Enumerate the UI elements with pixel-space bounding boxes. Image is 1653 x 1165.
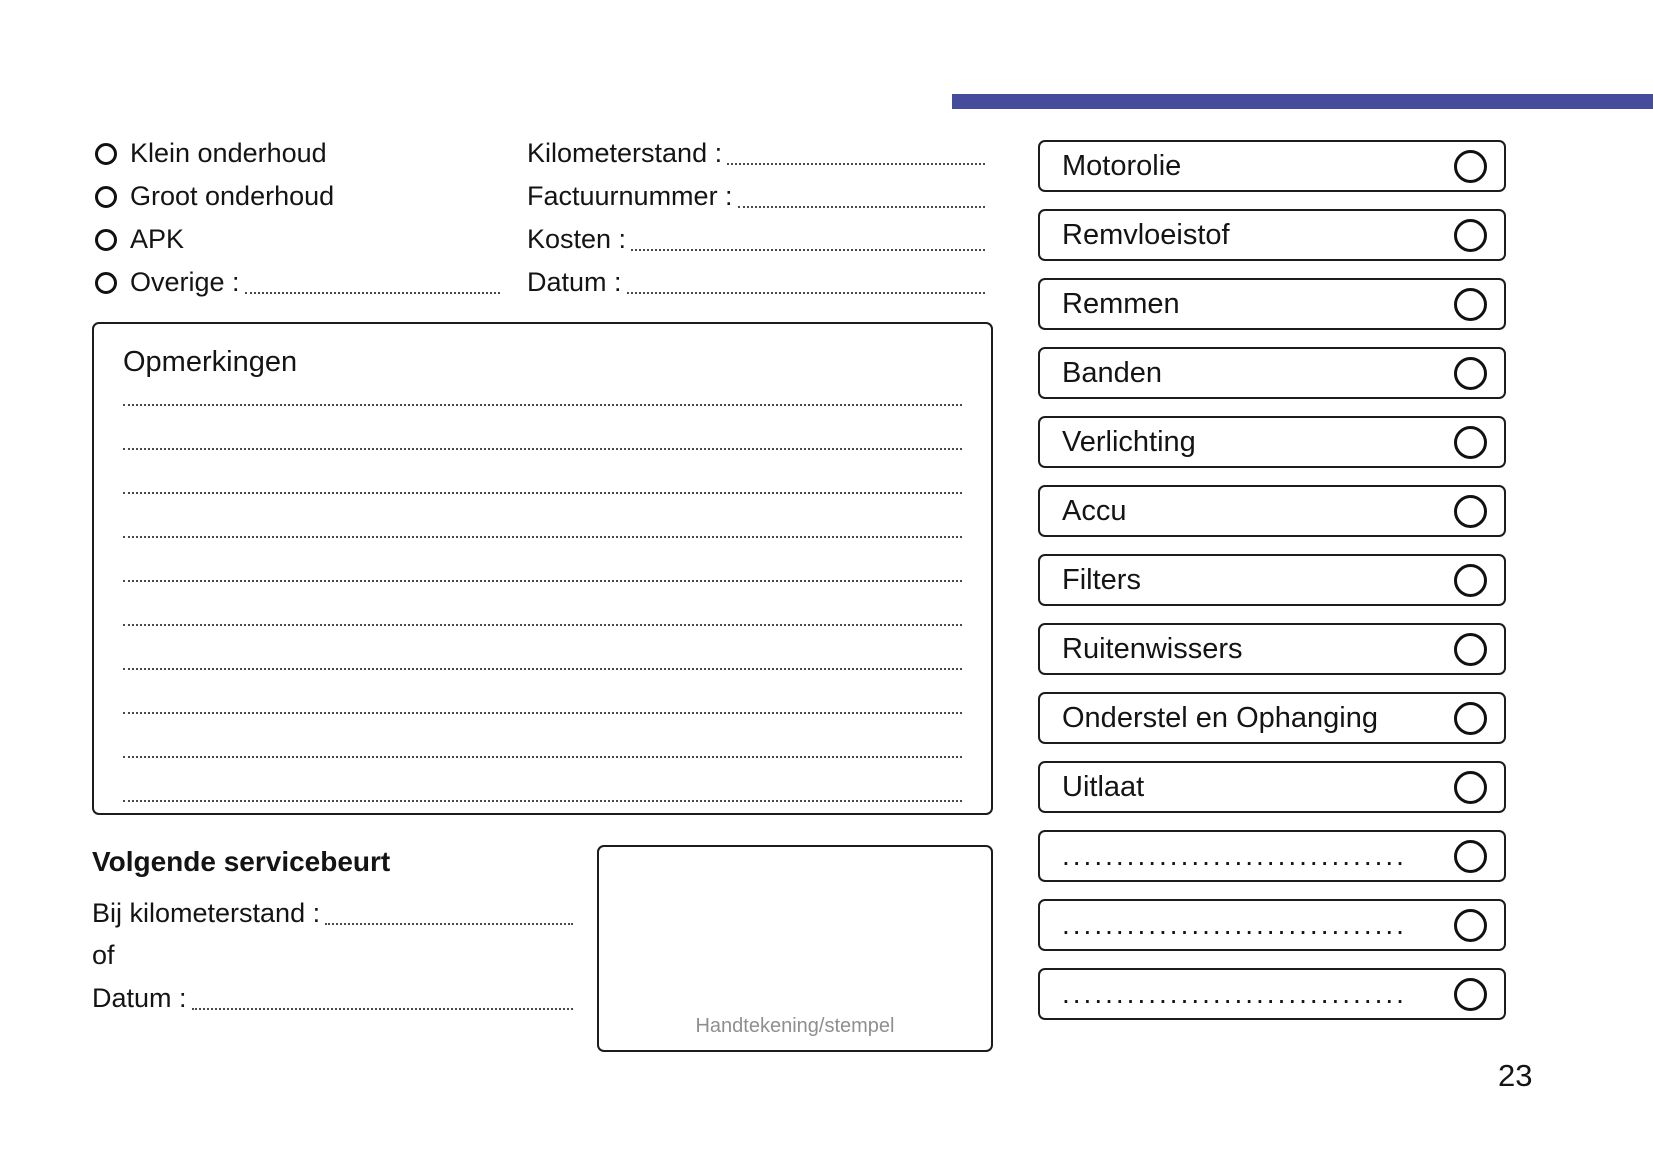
next-service-or-label: of (92, 940, 115, 970)
checklist-item-remvloeistof (1038, 209, 1506, 261)
field-kosten (527, 218, 985, 261)
checklist-item-label: Onderstel en Ophanging (1062, 701, 1378, 734)
kilometerstand-fill-line[interactable] (727, 143, 985, 165)
service-option-label: APK (130, 224, 185, 254)
accent-bar (952, 94, 1653, 109)
radio-icon[interactable] (95, 272, 117, 294)
checklist-item-uitlaat (1038, 761, 1506, 813)
next-service-title: Volgende servicebeurt (92, 846, 391, 877)
checklist-item-label: Accu (1062, 494, 1127, 527)
checkbox-circle-icon[interactable] (1454, 840, 1487, 873)
field-datum (527, 261, 985, 304)
field-label: Factuurnummer : (527, 181, 733, 211)
checkbox-circle-icon[interactable] (1454, 495, 1487, 528)
checkbox-circle-icon[interactable] (1454, 357, 1487, 390)
field-label: Bij kilometerstand : (92, 898, 321, 928)
checklist-item-label: Banden (1062, 356, 1162, 389)
next-km-fill-line[interactable] (325, 903, 573, 925)
field-label: Datum : (527, 267, 622, 297)
checklist-item-blank-1 (1038, 830, 1506, 882)
checklist-item-fill-line[interactable]: ................................ (1062, 909, 1407, 940)
checklist-item-blank-2 (1038, 899, 1506, 951)
checklist-item-motorolie (1038, 140, 1506, 192)
remarks-title: Opmerkingen (123, 346, 298, 378)
overige-fill-line[interactable] (245, 272, 500, 294)
checklist-item-label: Filters (1062, 563, 1141, 596)
signature-label: Handtekening/stempel (695, 1015, 895, 1037)
factuurnummer-fill-line[interactable] (738, 186, 985, 208)
remarks-line[interactable] (123, 406, 962, 450)
signature-box[interactable] (597, 845, 993, 1052)
field-kilometerstand (527, 132, 985, 175)
radio-icon[interactable] (95, 143, 117, 165)
remarks-lines (123, 362, 962, 802)
service-option-overige (95, 261, 500, 304)
remarks-line[interactable] (123, 450, 962, 494)
remarks-line[interactable] (123, 582, 962, 626)
field-label: Datum : (92, 983, 187, 1013)
invoice-fields (527, 132, 985, 304)
checklist-item-label: Ruitenwissers (1062, 632, 1243, 665)
remarks-box (92, 322, 993, 815)
checklist (1038, 140, 1506, 1037)
checkbox-circle-icon[interactable] (1454, 771, 1487, 804)
checkbox-circle-icon[interactable] (1454, 219, 1487, 252)
service-option-label: Groot onderhoud (130, 181, 335, 211)
checkbox-circle-icon[interactable] (1454, 633, 1487, 666)
service-option-label: Klein onderhoud (130, 138, 327, 168)
checklist-item-accu (1038, 485, 1506, 537)
next-service-date-field (92, 977, 573, 1020)
field-label: Kilometerstand : (527, 138, 723, 168)
service-option-apk (95, 218, 500, 261)
field-factuurnummer (527, 175, 985, 218)
checklist-item-label: Verlichting (1062, 425, 1196, 458)
next-service-km-field (92, 892, 573, 935)
checkbox-circle-icon[interactable] (1454, 426, 1487, 459)
checklist-item-ruitenwissers (1038, 623, 1506, 675)
field-label: Kosten : (527, 224, 627, 254)
service-type-options (95, 132, 500, 304)
radio-icon[interactable] (95, 186, 117, 208)
remarks-line[interactable] (123, 670, 962, 714)
remarks-line[interactable] (123, 626, 962, 670)
service-option-groot-onderhoud (95, 175, 500, 218)
service-option-label: Overige : (130, 267, 240, 297)
checklist-item-filters (1038, 554, 1506, 606)
datum-fill-line[interactable] (627, 272, 985, 294)
checklist-item-label: Remmen (1062, 287, 1180, 320)
kosten-fill-line[interactable] (631, 229, 985, 251)
checklist-item-blank-3 (1038, 968, 1506, 1020)
remarks-line[interactable] (123, 362, 962, 406)
checklist-item-verlichting (1038, 416, 1506, 468)
radio-icon[interactable] (95, 229, 117, 251)
service-option-klein-onderhoud (95, 132, 500, 175)
checklist-item-fill-line[interactable]: ................................ (1062, 978, 1407, 1009)
checklist-item-onderstel-en-ophanging (1038, 692, 1506, 744)
remarks-line[interactable] (123, 758, 962, 802)
checklist-item-remmen (1038, 278, 1506, 330)
remarks-line[interactable] (123, 494, 962, 538)
remarks-line[interactable] (123, 714, 962, 758)
checkbox-circle-icon[interactable] (1454, 564, 1487, 597)
checkbox-circle-icon[interactable] (1454, 702, 1487, 735)
checklist-item-fill-line[interactable]: ................................ (1062, 840, 1407, 871)
checklist-item-label: Motorolie (1062, 149, 1182, 182)
page-number: 23 (1498, 1058, 1533, 1093)
checkbox-circle-icon[interactable] (1454, 978, 1487, 1011)
next-date-fill-line[interactable] (192, 988, 573, 1010)
checklist-item-banden (1038, 347, 1506, 399)
checklist-item-label: Remvloeistof (1062, 218, 1230, 251)
checkbox-circle-icon[interactable] (1454, 150, 1487, 183)
checkbox-circle-icon[interactable] (1454, 288, 1487, 321)
checkbox-circle-icon[interactable] (1454, 909, 1487, 942)
remarks-line[interactable] (123, 538, 962, 582)
checklist-item-label: Uitlaat (1062, 770, 1145, 803)
